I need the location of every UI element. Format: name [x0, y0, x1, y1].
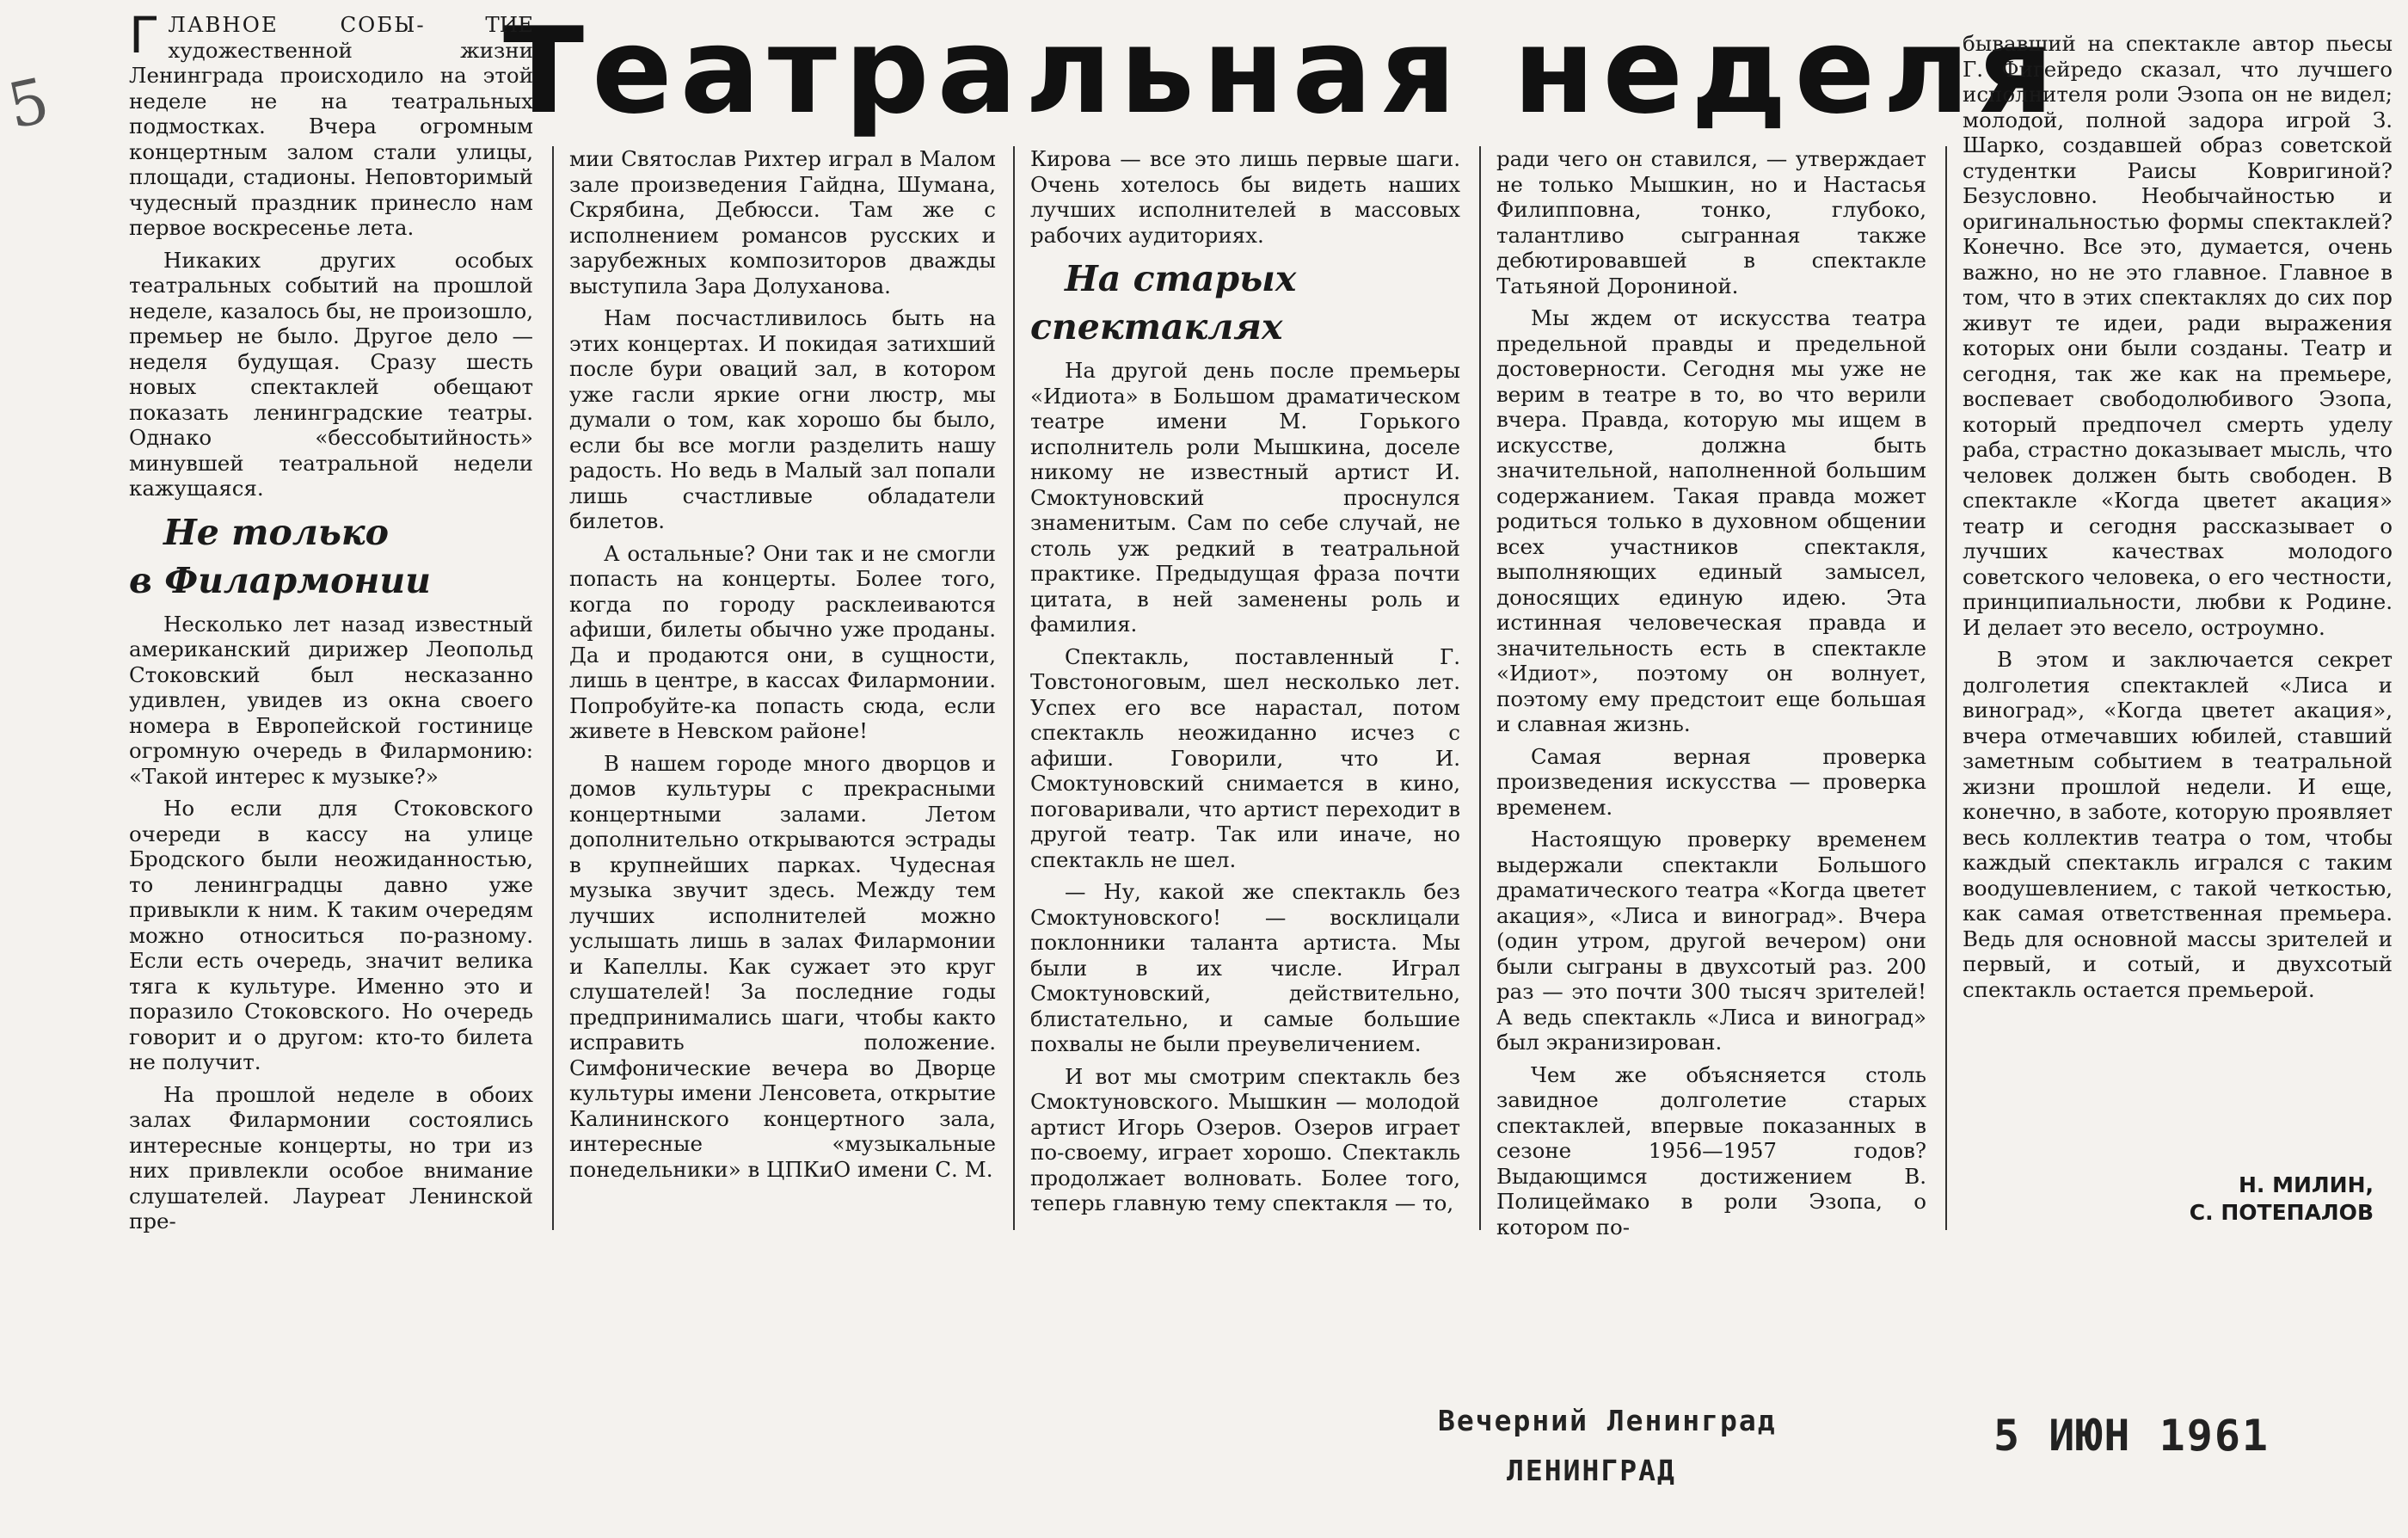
article-signature [2047, 1172, 2374, 1227]
paragraph: Кирова — все это лишь первые шаги. Очень хотелось бы видеть наших лучших исполнителей в массовых рабочих аудиториях. [1030, 146, 1460, 248]
subhead-line: спектаклях [1030, 306, 1283, 348]
handwritten-margin-mark: 5 [1, 64, 56, 143]
paragraph: Спектакль, поставленный Г. Товстоноговым, шел несколько лет. Успех его все нарастал, потом спектакль неожиданно исчез с афиши. Говорили, что И. Смоктуновский снимается в кино, поговаривали, что артист переходит в другой театр. Так или иначе, но спектакль не шел. [1030, 643, 1460, 872]
column-4 [1496, 146, 1926, 1246]
paragraph: Но если для Стоковского очереди в кассу на улице Бродского были неожиданностью, то ленинградцы давно уже привыкли к ним. К таким очередям можно относиться по-разному. Если есть очередь, значит велика тяга к культуре. Именно это и поразило Стоковского. Но очередь говорит и о другом: кто-то билета не получит. [129, 796, 533, 1074]
paragraph: мии Святослав Рихтер играл в Малом зале произведения Гайдна, Шумана, Скрябина, Дебюсси. Там же с исполнением романсов русских и зарубежных композиторов дважды выступила Зара Долуханова. [569, 146, 996, 298]
source-stamp-city: ЛЕНИНГРАД [1507, 1454, 1676, 1487]
source-stamp-date: 5 ИЮН 1961 [1993, 1411, 2270, 1461]
column-5 [1963, 31, 2393, 1009]
paragraph: Чем же объясняется столь завидное долголетие старых спектаклей, впервые показанных в сезоне 1956—1957 годов? Выдающимся достижением В. Полицеймако в роли Эзопа, о котором по- [1496, 1061, 1926, 1240]
subhead-line: в Филармонии [129, 559, 431, 601]
paragraph: Несколько лет назад известный американский дирижер Леопольд Стоковский был несказанно удивлен, увидев из окна своего номера в Европейской гостинице огромную очередь в Филармонию: «Такой интерес к музыке?» [129, 611, 533, 789]
subhead-line: Не только [163, 511, 389, 553]
source-stamp-paper: Вечерний Ленинград [1438, 1404, 1777, 1437]
column-divider [1945, 146, 1947, 1230]
subhead-philharmonic [129, 508, 533, 605]
paragraph: — Ну, какой же спектакль без Смоктуновского! — восклицали поклонники таланта артиста. Мы были в их числе. Играл Смоктуновский, действительно, блистательно, и самые большие похвалы не были преувеличением. [1030, 879, 1460, 1056]
intro-text: ТИЕ художественной жизни Ленинграда происходило на этой неделе не на театральных подмостках. Вчера огромным концертным залом стали улицы, площади, стадионы. Неповторимый чудесный праздник принесло нам первое воскресенье лета. [129, 12, 533, 240]
paragraph: Мы ждем от искусства театра предельной правды и предельной достоверности. Сегодня мы уже не верим в театре в то, во что верили вчера. Правда, которую мы ищем в искусстве, должна быть значительной, наполненной большим содержанием. Такая правда может родиться только в духовном общении всех участников спектакля, выполняющих единый замысел, доносящих единую идею. Эта истинная человеческая правда и значительность есть в спектакле «Идиот», поэтому он волнует, поэтому ему предстоит еще большая и славная жизнь. [1496, 305, 1926, 736]
column-3 [1030, 146, 1460, 1223]
paragraph: бывавший на спектакле автор пьесы Г. Фигейредо сказал, что лучшего исполнителя роли Эзопа он не видел; молодой, полной задора игрой З. Шарко, создавшей образ советской студентки Раисы Ковригиной? Безусловно. Необычайностью и оригинальностью формы спектаклей? Конечно. Все это, думается, очень важно, но не это главное. Главное в том, что в этих спектаклях до сих пор живут те идеи, ради выражения которых они были созданы. Театр и сегодня, так же как на премьере, воспевает свободолюбивого Эзопа, который предпочел смерть уделу раба, страстно доказывает мысль, что человек должен быть свободен. В спектакле «Когда цветет акация» театр и сегодня рассказывает о лучших качествах молодого советского человека, о его честности, принципиальности, любви к Родине. И делает это весело, остроумно. [1963, 31, 2393, 640]
subhead-line: На старых [1065, 258, 1297, 299]
paragraph: На прошлой неделе в обоих залах Филармонии состоялись интересные концерты, но три из них привлекли особое внимание слушателей. Лауреат Ленинской пре- [129, 1081, 533, 1233]
author-name: С. ПОТЕПАЛОВ [2189, 1200, 2374, 1225]
paragraph: А остальные? Они так и не смогли попасть на концерты. Более того, когда по городу расклеиваются афиши, билеты обычно уже проданы. Да и продаются они, в сущности, лишь в центре, в кассах Филармонии. Попробуйте-ка попасть сюда, если живете в Невском районе! [569, 540, 996, 743]
paragraph: Нам посчастливилось быть на этих концертах. И покидая затихший после бури оваций зал, в котором уже гасли яркие огни люстр, мы думали о том, как хорошо бы было, если бы все могли разделить нашу радость. Но ведь в Малый зал попали лишь счастливые обладатели билетов. [569, 305, 996, 533]
paragraph: В этом и заключается секрет долголетия спектаклей «Лиса и виноград», «Когда цветет акация», вчера отмечавших юбилей, ставший заметным событием в театральной жизни прошлой недели. И еще, конечно, в заботе, которую проявляет весь коллектив театра о том, чтобы каждый спектакль игрался с таким воодушевлением, с такой четкостью, как самая ответственная премьера. Ведь для основной массы зрителей и первый, и сотый, и двухсотый спектакль остается премьерой. [1963, 647, 2393, 1002]
paragraph: В нашем городе много дворцов и домов культуры с прекрасными концертными залами. Летом дополнительно открываются эстрады в крупнейших парках. Чудесная музыка звучит здесь. Между тем лучших исполнителей можно услышать лишь в залах Филармонии и Капеллы. Как сужает это круг слушателей! За последние годы предпринимались шаги, чтобы както исправить положение. Симфонические вечера во Дворце культуры имени Ленсовета, открытие Калининского концертного зала, интересные «музыкальные понедельники» в ЦПКиО имени С. М. [569, 750, 996, 1182]
subhead-old-performances [1030, 255, 1460, 351]
paragraph: Настоящую проверку временем выдержали спектакли Большого драматического театра «Когда цветет акация», «Лиса и виноград». Вчера (один утром, другой вечером) они были сыграны в двухсотый раз. 200 раз — это почти 300 тысяч зрителей! А ведь спектакль «Лиса и виноград» был экранизирован. [1496, 827, 1926, 1055]
paragraph: Самая верная проверка произведения искусства — проверка временем. [1496, 743, 1926, 820]
paragraph: И вот мы смотрим спектакль без Смоктуновского. Мышкин — молодой артист Игорь Озеров. Озеров играет по-своему, играет хорошо. Спектакль продолжает волновать. Более того, теперь главную тему спектакля — то, [1030, 1063, 1460, 1215]
article-headline: Театральная неделя [503, 2, 2061, 140]
intro-caps: ЛАВНОЕ СОБЫ- [168, 12, 426, 37]
column-1 [129, 6, 533, 1241]
column-divider [1479, 146, 1481, 1230]
intro-paragraph-2: Никаких других особых театральных событий на прошлой неделе, казалось бы, не произошло, премьер не было. Другое дело — неделя будущая. Сразу шесть новых спектаклей обещают показать ленинградские театры. Однако «бессобытийность» минувшей театральной недели кажущаяся. [129, 247, 533, 501]
author-name: Н. МИЛИН, [2238, 1172, 2374, 1197]
paragraph: ради чего он ставился, — утверждает не только Мышкин, но и Настасья Филипповна, тонко, глубоко, талантливо сыгранная также дебютировавшей в спектакле Татьяной Дорониной. [1496, 146, 1926, 298]
paragraph: На другой день после премьеры «Идиота» в Большом драматическом театре имени М. Горького исполнитель роли Мышкина, доселе никому не известный артист И. Смоктуновский проснулся знаменитым. Сам по себе случай, не столь уж редкий в театральной практике. Предыдущая фраза почти цитата, в ней заменены роль и фамилия. [1030, 358, 1460, 637]
column-divider [552, 146, 554, 1230]
column-2 [569, 146, 996, 1189]
column-divider [1013, 146, 1015, 1230]
intro-paragraph [129, 6, 533, 241]
drop-cap: Г [129, 6, 160, 65]
